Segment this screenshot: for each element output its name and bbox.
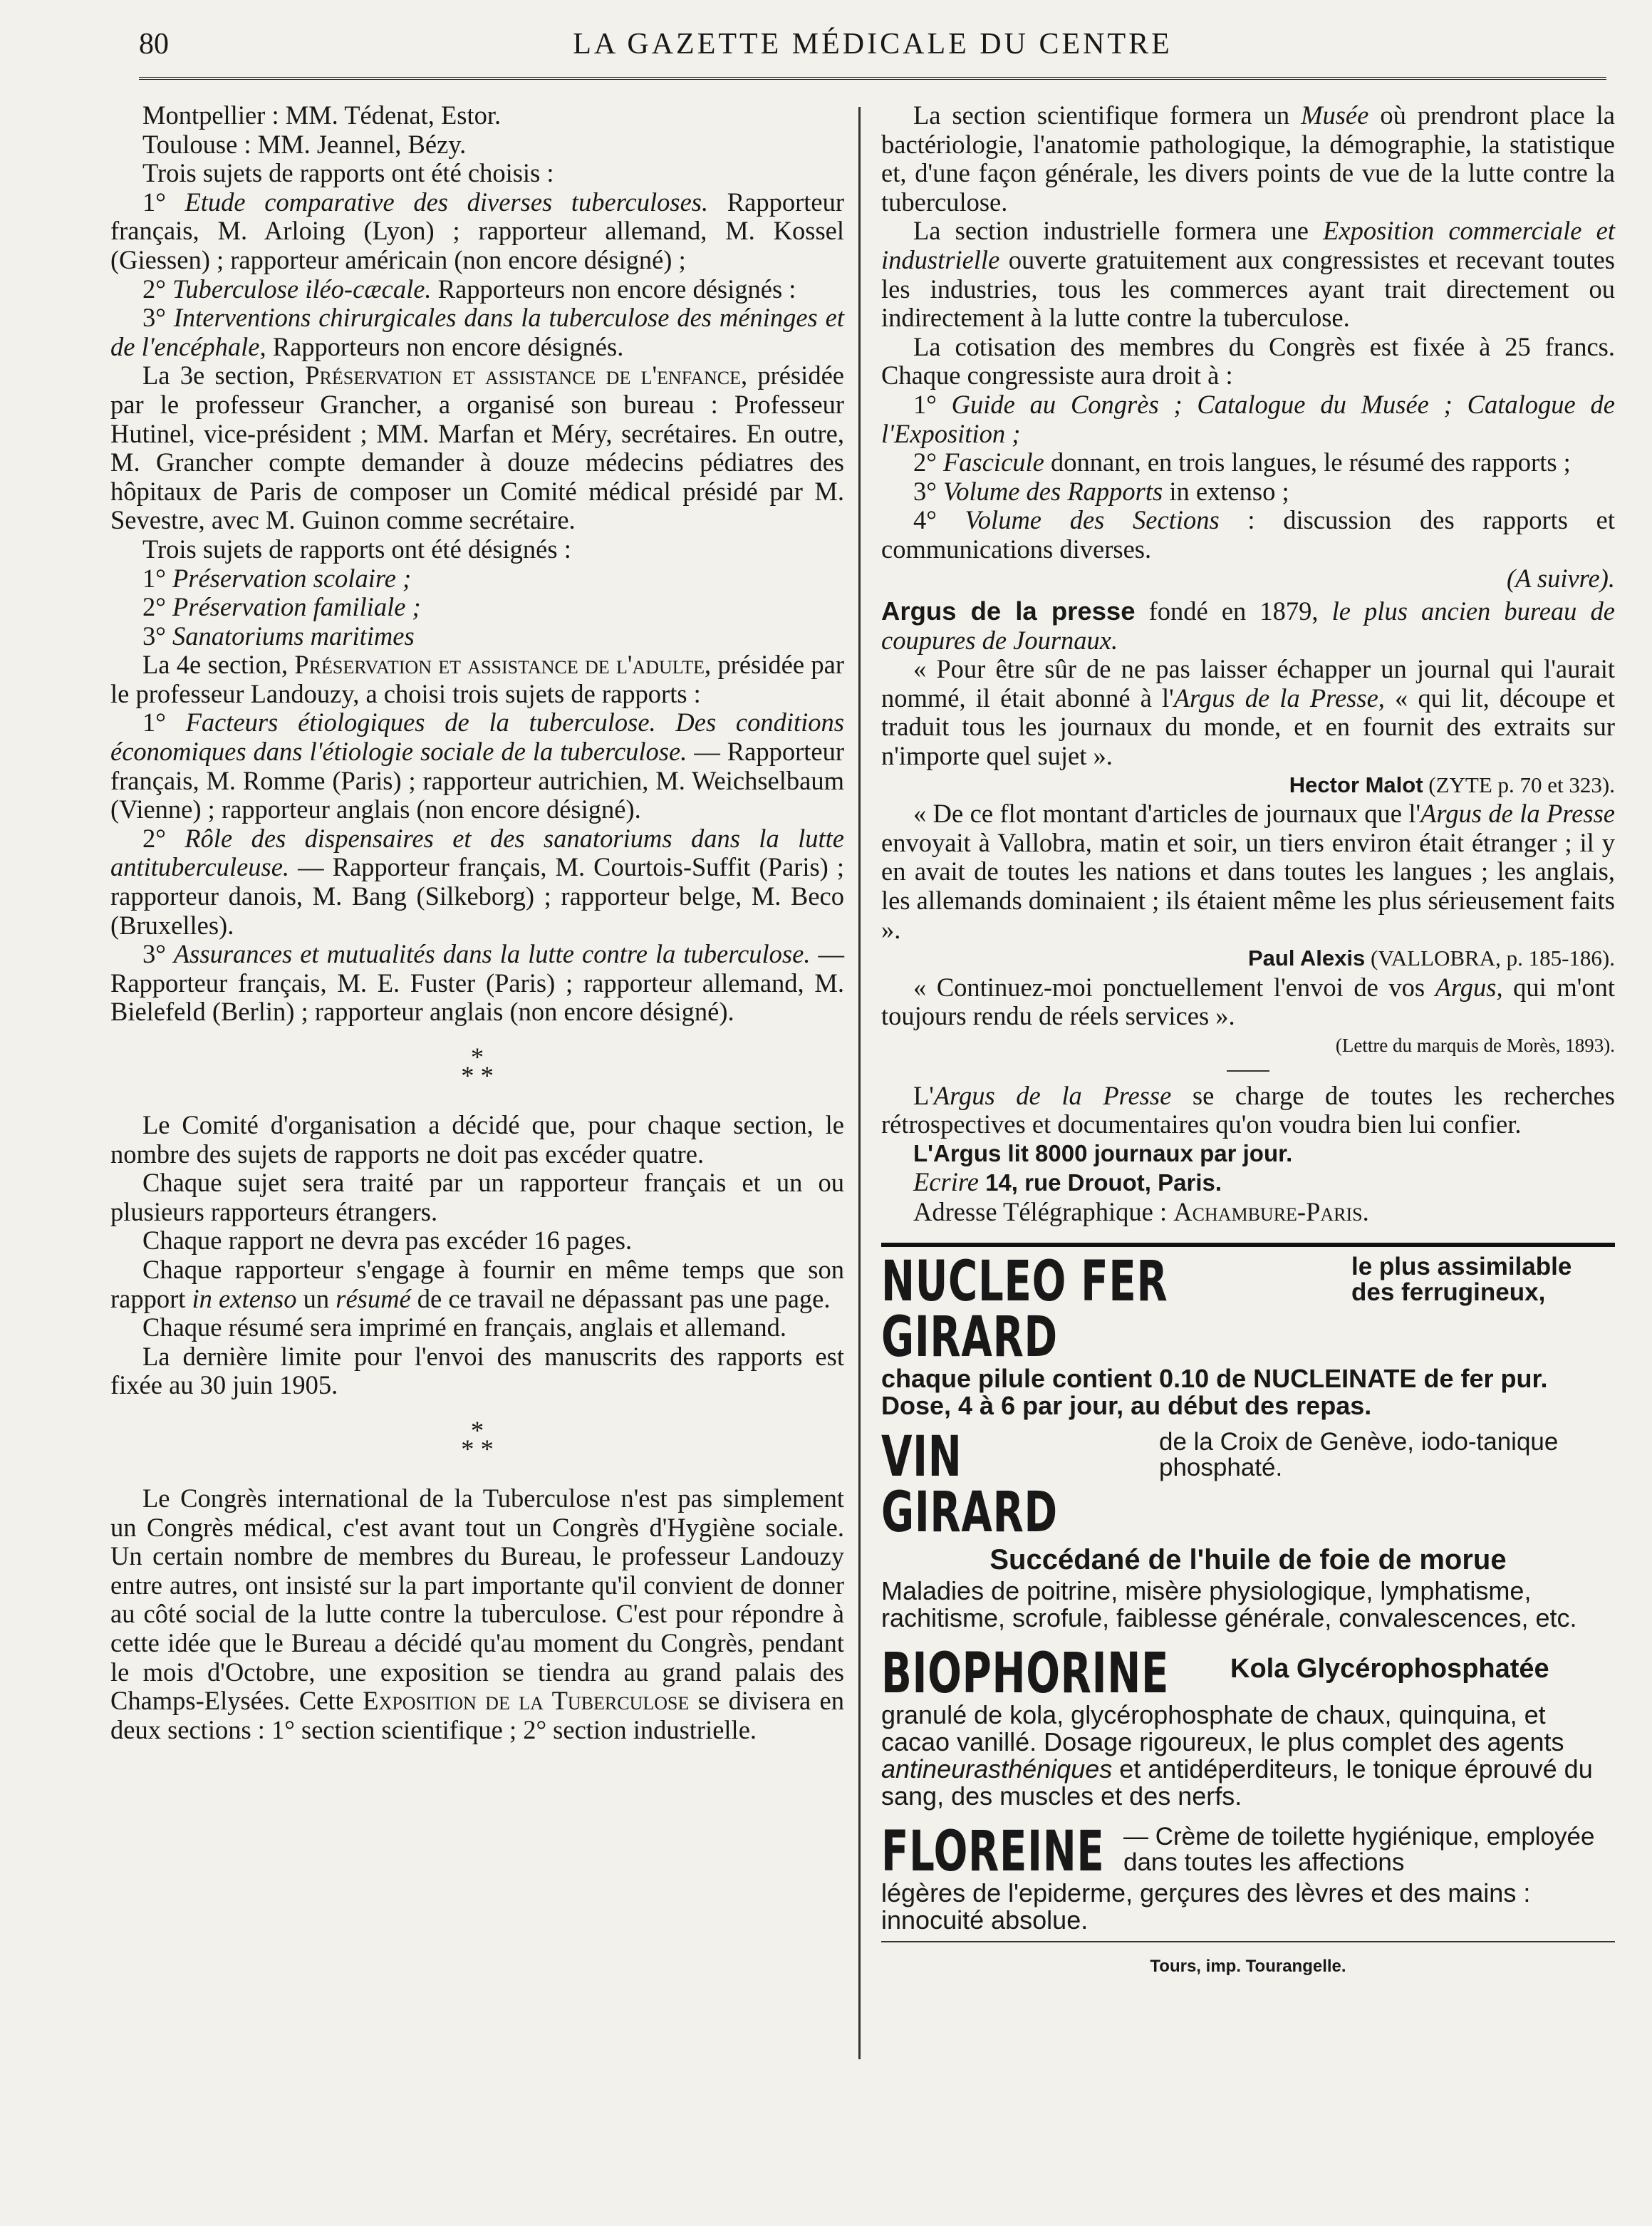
quote-mores-argus: Argus, [1435, 972, 1503, 1002]
three-designated-intro: Trois sujets de rapports ont été désignés : [142, 534, 571, 564]
section-3-name: Préservation et assistance de l'enfance, [305, 361, 748, 390]
droit-4-number: 4° [913, 505, 965, 535]
musee-text: Musée [1301, 100, 1369, 130]
in-extenso-text: in extenso [192, 1283, 297, 1313]
biophorine-body-a: granulé de kola, glycérophosphate de chaux, quinquina, et cacao vanillé. Dosage rigoureux, le plus complet des agents [881, 1699, 1564, 1756]
droit-4-text: : discussion des rapports et communications diverses. [881, 505, 1615, 564]
nucleo-brand: NUCLEO FER GIRARD [881, 1249, 1168, 1370]
asterism-1: * * * [461, 1042, 494, 1090]
quote-mores-signature: (Lettre du marquis de Morès, 1893). [1335, 1035, 1615, 1056]
derniere-limite-paragraph: La dernière limite pour l'envoi des manuscrits des rapports est fixée au 30 juin 1905. [110, 1341, 844, 1400]
adult-subject-2-text: — Rapporteur français, M. Courtois-Suffit (Paris) ; rapporteur danois, M. Bang (Silkeborg) ; rapporteur belge, M. Beco (Bruxelles). [110, 852, 844, 940]
subject-2-number: 2° [142, 274, 172, 304]
argus-service-paragraph [881, 1082, 1615, 1139]
biophorine-body-b: et antidéperditeurs, le tonique éprouvé du sang, des muscles et des nerfs. [881, 1754, 1593, 1811]
adult-subject-3 [110, 940, 844, 1027]
droit-4-title: Volume des Sections [965, 505, 1220, 535]
alexis-name: Paul Alexis [1247, 946, 1366, 971]
section-3-lead: La 3e section, [142, 361, 306, 390]
preservation-1-number: 1° [142, 563, 172, 593]
left-column [110, 101, 844, 1744]
three-subjects-intro: Trois sujets de rapports ont été choisis : [142, 158, 554, 188]
vin-body: Maladies de poitrine, misère physiologique, lymphatisme, rachitisme, scrofule, faiblesse générale, convalescences, etc. [881, 1575, 1577, 1632]
header-rule [139, 77, 1606, 80]
subject-1-text: Rapporteur français, M. Arloing (Lyon) ; rapporteur allemand, M. Kossel (Giessen) ; rapporteur américain (non encore désigné) ; [110, 187, 844, 274]
preservation-1-title: Préservation scolaire ; [172, 563, 412, 593]
chaque-rapporteur-text-c: de ce travail ne dépassant pas une page. [410, 1283, 831, 1313]
alexis-ref: (VALLOBRA, p. 185-186). [1365, 946, 1615, 971]
adresse-label: Adresse Télégraphique : [913, 1196, 1174, 1226]
ad-biophorine [881, 1641, 1615, 1811]
quote-malot-argus: Argus de la Presse, [1173, 683, 1385, 713]
ecrire-line [881, 1168, 1615, 1198]
chaque-sujet-paragraph: Chaque sujet sera traité par un rapporteur français et un ou plusieurs rapporteurs étrangers. [110, 1168, 844, 1226]
toulouse-line: Toulouse : MM. Jeannel, Bézy. [142, 129, 467, 159]
subject-2 [110, 275, 844, 304]
right-column [881, 101, 1615, 1981]
section-3-body: présidée par le professeur Grancher, a organisé son bureau : Professeur Hutinel, vice-président ; MM. Marfan et Méry, secrétaires. En outre, M. Grancher compte demander à douze médecins pédiatres des hôpitaux de Paris de composer un Comité médical présidé par M. Sevestre, avec M. Guinon comme secrétaire. [110, 361, 844, 535]
preservation-2-number: 2° [142, 592, 172, 622]
a-suivre: (A suivre). [1506, 563, 1615, 593]
adresse-value: Achambure-Paris. [1173, 1196, 1369, 1226]
adult-subject-3-title: Assurances et mutualités dans la lutte contre la tuberculose. [173, 939, 811, 969]
argus-reads-line: L'Argus lit 8000 journaux par jour. [913, 1139, 1293, 1166]
quote-alexis-b: envoyait à Vallobra, matin et soir, un tiers environ était étranger ; il y en avait de toutes les nations et dans toutes les langues ; les anglais, les allemands dominaient ; ils étaient même les plus sérieusement faits ». [881, 827, 1615, 944]
chaque-rapporteur-text-a: Chaque rapporteur s'engage à fournir en même temps que son rapport [110, 1254, 844, 1313]
subject-3-number: 3° [142, 303, 174, 333]
journal-title: LA GAZETTE MÉDICALE DU CENTRE [573, 28, 1173, 61]
quote-alexis [881, 799, 1615, 944]
chaque-rapporteur-text-b: un [296, 1283, 336, 1313]
preservation-3-title: Sanatoriums maritimes [172, 621, 415, 651]
quote-malot-a: « Pour être sûr de ne pas laisser échapper un journal qui l'aurait nommé, il était abonné à l' [881, 654, 1615, 713]
argus-intro [881, 597, 1615, 655]
ecrire-label: Ecrire [913, 1167, 979, 1197]
section-4-paragraph [110, 651, 844, 708]
preservation-2-title: Préservation familiale ; [172, 592, 421, 622]
adult-subject-1-number: 1° [142, 708, 186, 737]
page-header [139, 21, 1606, 64]
argus-name: Argus de la presse [881, 596, 1136, 626]
section-scientifique-paragraph [881, 101, 1615, 217]
congres-paragraph [110, 1484, 844, 1744]
adult-subject-3-number: 3° [142, 939, 174, 969]
subject-3-text: Rapporteurs non encore désignés. [266, 331, 624, 361]
argus2-b: se charge de toutes les recherches rétrospectives et documentaires qu'on voudra bien lui confier. [881, 1080, 1615, 1139]
subject-3-title: Interventions chirurgicales dans la tuberculose des méninges et de l'encéphale, [110, 303, 844, 361]
chaque-resume-paragraph: Chaque résumé sera imprimé en français, anglais et allemand. [142, 1313, 787, 1342]
droit-3-number: 3° [913, 476, 943, 506]
asterism-2: * * * [461, 1415, 494, 1464]
argus-founded: fondé en 1879, [1135, 596, 1332, 626]
floreine-tagline: — Crème de toilette hygiénique, employée dans toutes les affections [1123, 1822, 1595, 1876]
ad-floreine [881, 1819, 1615, 1935]
subject-2-title: Tuberculose iléo-cæcale. [172, 274, 432, 304]
droit-2-number: 2° [913, 447, 943, 477]
quote-alexis-signature [881, 944, 1615, 973]
ad-top-rule [881, 1243, 1615, 1247]
section-3-paragraph [110, 361, 844, 535]
chaque-rapport-paragraph: Chaque rapport ne devra pas excéder 16 pages. [142, 1226, 633, 1256]
quote-malot-b: « qui lit, découpe et traduit tous les journaux du monde, et en fournit des extraits sur n'importe quel sujet ». [881, 683, 1615, 771]
droit-3-title: Volume des Rapports [942, 476, 1163, 506]
printer-credit: Tours, imp. Tourangelle. [1150, 1956, 1346, 1976]
droit-4 [881, 506, 1615, 564]
cotisation-paragraph: La cotisation des membres du Congrès est fixée à 25 francs. Chaque congressiste aura droit à : [881, 331, 1615, 390]
droit-2-title: Fascicule [942, 447, 1044, 477]
ind-text-b: ouverte gratuitement aux congressistes et recevant toutes les industries, tous les commerces ayant trait directement ou indirectement à la lutte contre la tuberculose. [881, 244, 1615, 333]
droit-3 [881, 477, 1615, 507]
ecrire-address: 14, rue Drouot, Paris. [978, 1169, 1222, 1196]
resume-text: résumé [336, 1283, 411, 1313]
droit-2 [881, 448, 1615, 477]
nucleo-tagline: le plus assimilable des ferrugineux, [1351, 1252, 1572, 1306]
section-industrielle-paragraph [881, 217, 1615, 332]
vin-subheading: Succédané de l'huile de foie de morue [989, 1543, 1507, 1575]
section-4-name: Préservation et assistance de l'adulte, [294, 650, 712, 680]
preservation-2 [110, 593, 844, 622]
quote-alexis-argus: Argus de la Presse [1420, 799, 1615, 829]
quote-mores [881, 973, 1615, 1031]
ad-nucleo-fer-girard [881, 1249, 1615, 1420]
floreine-brand: FLOREINE [881, 1819, 1105, 1884]
exposition-name: Exposition de la Tuberculose [363, 1686, 690, 1716]
argus-tagline: le plus ancien bureau de coupures de Journaux. [881, 596, 1615, 655]
preservation-1 [110, 564, 844, 594]
adult-subject-2 [110, 824, 844, 940]
adult-subject-2-number: 2° [142, 823, 185, 853]
droit-1-number: 1° [913, 389, 952, 419]
droit-1-text: Guide au Congrès ; Catalogue du Musée ; Catalogue de l'Exposition ; [881, 389, 1615, 448]
preservation-3 [110, 622, 844, 651]
adult-subject-3-text: — Rapporteur français, M. E. Fuster (Paris) ; rapporteur allemand, M. Bielefeld (Berlin) ; rapporteur anglais (non encore désigné). [110, 939, 844, 1027]
biophorine-brand: BIOPHORINE [881, 1641, 1170, 1706]
section-4-lead: La 4e section, [142, 650, 295, 680]
quote-alexis-a: « De ce flot montant d'articles de journaux que l' [913, 799, 1421, 829]
ad-bottom-rule [881, 1941, 1615, 1942]
subject-1 [110, 188, 844, 275]
vin-brand: VIN GIRARD [881, 1424, 1058, 1545]
vin-tagline: de la Croix de Genève, iodo-tanique phosphaté. [1159, 1427, 1559, 1481]
nucleo-body: chaque pilule contient 0.10 de NUCLEINATE de fer pur. Dose, 4 à 6 par jour, au début des repas. [881, 1363, 1548, 1420]
adresse-telegraphique [881, 1198, 1615, 1227]
congres-text-b: se divisera en deux sections : 1° section scientifique ; 2° section industrielle. [110, 1686, 844, 1744]
preservation-3-number: 3° [142, 621, 172, 651]
biophorine-body [881, 1699, 1615, 1811]
argus2-a: L' [913, 1080, 934, 1110]
subject-3 [110, 304, 844, 361]
montpellier-line: Montpellier : MM. Tédenat, Estor. [142, 100, 502, 130]
malot-ref: (ZYTE p. 70 et 323). [1423, 772, 1615, 797]
congres-text-a: Le Congrès international de la Tuberculose n'est pas simplement un Congrès médical, c'est avant tout un Congrès d'Hygiène sociale. Un certain nombre de membres du Bureau, le professeur Landouzy entre autres, ont insisté sur la part importante qu'il convient de donner au côté social de la lutte contre la tuberculose. C'est pour répondre à cette idée que le Bureau a décidé qu'au moment du Congrès, pendant le mois d'Octobre, une exposition se tiendra au grand palais des Champs-Elysées. Cette [110, 1483, 844, 1716]
page-number: 80 [139, 28, 169, 61]
sci-text-a: La section scientifique formera un [913, 100, 1302, 130]
subject-1-title: Etude comparative des diverses tuberculoses. [185, 187, 709, 217]
adult-subject-1 [110, 708, 844, 824]
subject-2-text: Rapporteurs non encore désignés : [431, 274, 796, 304]
floreine-body: légères de l'epiderme, gerçures des lèvres et des mains : innocuité absolue. [881, 1878, 1531, 1935]
subject-1-number: 1° [142, 187, 185, 217]
adult-subject-1-text: — Rapporteur français, M. Romme (Paris) ; rapporteur autrichien, M. Weichselbaum (Vienne) ; rapporteur anglais (non encore désigné). [110, 737, 844, 824]
biophorine-antineurasthenic: antineurasthéniques [881, 1754, 1113, 1784]
sci-text-b: où prendront place la bactériologie, l'anatomie pathologique, la démographie, la statistique et, d'une façon générale, les divers points de vue de la lutte contre la tuberculose. [881, 100, 1616, 217]
quote-mores-a: « Continuez-moi ponctuellement l'envoi de vos [913, 972, 1435, 1002]
ad-vin-girard [881, 1424, 1615, 1632]
quote-mores-b: qui m'ont toujours rendu de réels services ». [881, 972, 1616, 1031]
column-divider [858, 107, 861, 2059]
comite-paragraph: Le Comité d'organisation a décidé que, pour chaque section, le nombre des sujets de rapports ne doit pas excéder quatre. [110, 1110, 844, 1169]
small-divider [1227, 1070, 1269, 1072]
malot-name: Hector Malot [1289, 772, 1423, 797]
ind-text-a: La section industrielle formera une [913, 216, 1324, 246]
quote-malot [881, 655, 1615, 770]
chaque-rapporteur-paragraph [110, 1256, 844, 1313]
exposition-commerciale-text: Exposition commerciale et industrielle [881, 216, 1615, 274]
section-4-body: présidée par le professeur Landouzy, a choisi trois sujets de rapports : [110, 650, 844, 708]
argus2-name: Argus de la Presse [933, 1080, 1172, 1110]
adult-subject-2-title: Rôle des dispensaires et des sanatoriums dans la lutte antituberculeuse. [110, 823, 844, 882]
droit-2-text: donnant, en trois langues, le résumé des rapports ; [1044, 447, 1571, 477]
droit-1 [881, 390, 1615, 448]
biophorine-tagline: Kola Glycérophosphatée [1230, 1653, 1549, 1684]
adult-subject-1-title: Facteurs étiologiques de la tuberculose. Des conditions économiques dans l'étiologie sociale de la tuberculose. [110, 708, 844, 767]
quote-malot-signature [881, 771, 1615, 800]
droit-3-text: in extenso ; [1163, 476, 1289, 506]
